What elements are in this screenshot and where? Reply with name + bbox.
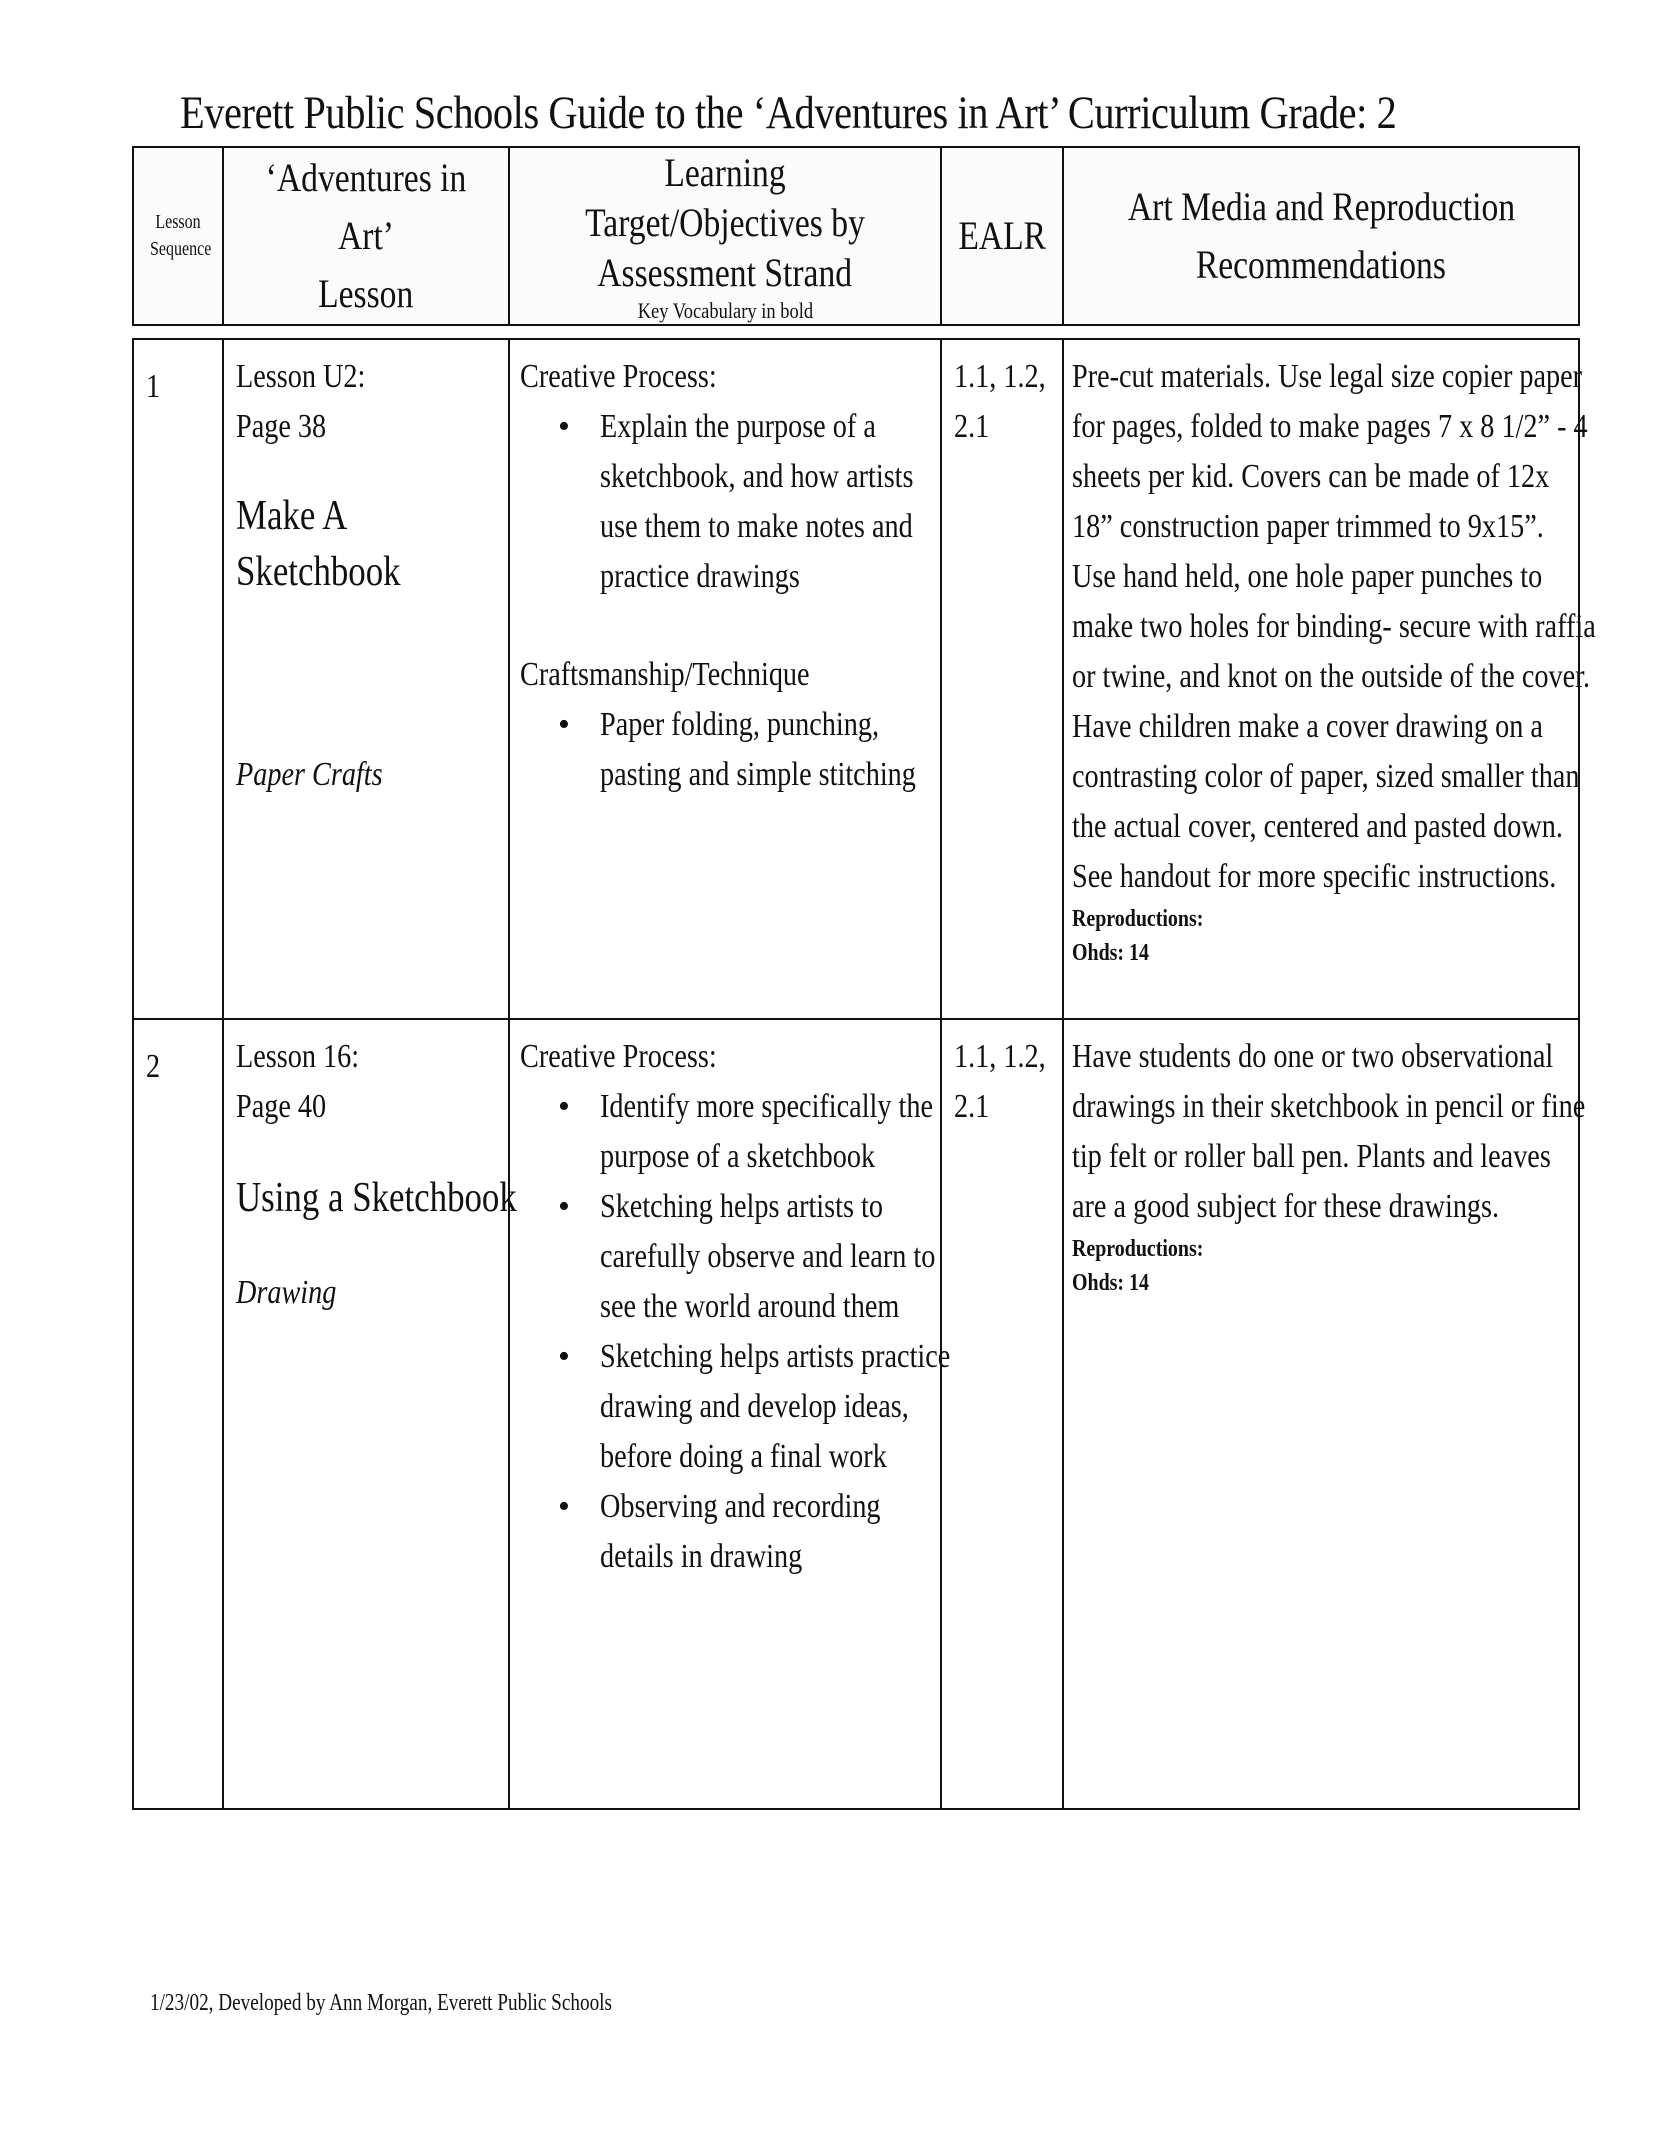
strand-title: Craftsmanship/Technique [520,656,810,693]
header-recommendations: Art Media and Reproduction Recommendations [1063,147,1579,325]
strand-title: Creative Process: [520,358,717,395]
strand-title: Creative Process: [520,1038,717,1075]
header-lesson: ‘Adventures in Art’ Lesson [223,147,509,325]
table-row [133,339,1579,1019]
lessons-table [132,338,1596,1810]
header-sequence: Lesson Sequence [133,147,223,325]
list-item: • Identify more specifically the purpose of a sketchbook [520,1082,940,1182]
lesson-sequence: 1 [133,339,223,1019]
ealr-cell: 1.1, 1.2, 2.1 [941,1019,1063,1809]
header-ealr: EALR [941,147,1063,325]
lesson-name: Sketchbook [236,549,401,595]
list-item: • Observing and recording details in drawing [520,1482,940,1582]
page-title: Everett Public Schools Guide to the ‘Adventures in Art’ Curriculum Grade: 2 [180,87,1397,139]
header-table [132,146,1580,326]
lesson-cell: Lesson U2: Page 38 Make A Sketchbook Paper Crafts [223,339,509,1019]
table-row [133,1019,1579,1809]
lesson-name: Using a Sketchbook [236,1175,517,1221]
list-item: • Sketching helps artists to carefully observe and learn to see the world around them [520,1182,940,1332]
lesson-cell: Lesson 16: Page 40 Using a Sketchbook Drawing [223,1019,509,1809]
objectives-cell [509,1019,951,1809]
recommendations-cell: Pre-cut materials. Use legal size copier paper for pages, folded to make pages 7 x 8 1/2” - 4 sheets per kid. Covers can be made of 12x 18” construction paper trimmed to 9x15”. Use hand held, one hole paper punches to make two holes for binding- secure with raffia or twine, and knot on the outside of the cover. Have children make a cover drawing on a contrasting color of paper, sized smaller than the actual cover, centered and pasted down. See handout for more specific instructions. Reproductions: Ohds: 14 [1063,339,1579,1019]
lesson-media: Drawing [236,1274,337,1311]
objectives-cell [509,339,941,1019]
list-item: • Sketching helps artists practice drawing and develop ideas, before doing a final work [520,1332,940,1482]
list-item: • Explain the purpose of a sketchbook, and how artists use them to make notes and practice drawings [520,402,940,602]
list-item: • Paper folding, punching, pasting and simple stitching [520,700,940,800]
header-objectives: Learning Target/Objectives by Assessment Strand Key Vocabulary in bold [509,147,941,325]
ealr-cell: 1.1, 1.2, 2.1 [941,339,1063,1019]
lesson-media: Paper Crafts [236,756,383,793]
lesson-sequence: 2 [133,1019,223,1809]
lesson-name: Make A [236,493,348,539]
recommendations-cell: Have students do one or two observational drawings in their sketchbook in pencil or fine tip felt or roller ball pen. Plants and leaves are a good subject for these drawings. Reproductions: Ohds: 14 [1063,1019,1579,1809]
footer-note: 1/23/02, Developed by Ann Morgan, Everett Public Schools [150,1990,612,2016]
